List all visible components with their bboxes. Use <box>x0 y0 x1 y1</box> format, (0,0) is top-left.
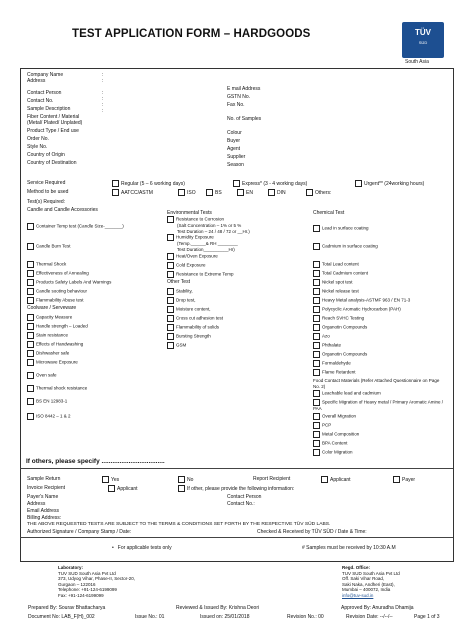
checkbox[interactable] <box>167 333 174 340</box>
list-item[interactable]: Overall Migration <box>313 413 449 420</box>
checkbox[interactable] <box>27 223 34 230</box>
doc-no: Document No: LAB_F(H)_002 <box>28 614 95 620</box>
invoice-other[interactable]: If other, please provide the following information: <box>178 485 294 492</box>
report-payer[interactable]: Payer <box>393 476 415 483</box>
contact-fields <box>227 494 261 507</box>
list-item[interactable]: Cold Exposure <box>167 262 250 269</box>
field-style: Style No. <box>27 144 48 150</box>
checkbox[interactable] <box>27 398 34 405</box>
list-item[interactable]: Resistance to Extreme Temp <box>167 271 250 278</box>
list-item[interactable]: Cadmium in surface coating <box>313 243 449 250</box>
list-item[interactable]: Capacity Measure <box>27 314 124 321</box>
payer-address: Address <box>27 501 46 507</box>
col3-heading: Chemical Test <box>313 210 345 216</box>
method-en[interactable]: EN <box>237 189 253 196</box>
list-item[interactable]: Heat/Oven Exposure <box>167 253 250 260</box>
list-item[interactable]: Total Lead content <box>313 261 449 268</box>
checkbox[interactable] <box>313 279 320 286</box>
checkbox[interactable] <box>313 225 320 232</box>
checkbox[interactable] <box>313 315 320 322</box>
list-item[interactable]: Effects of Handwashing <box>27 341 124 348</box>
invoice-applicant[interactable]: Applicant <box>108 485 138 492</box>
checkbox[interactable] <box>355 180 362 187</box>
checkbox[interactable] <box>27 372 34 379</box>
list-item[interactable]: Stability, <box>167 288 250 295</box>
field-buyer: Buyer <box>227 138 241 144</box>
checkbox[interactable] <box>167 306 174 313</box>
method-others[interactable]: Others: <box>306 189 331 196</box>
list-item[interactable]: Metal Composition <box>313 431 449 438</box>
note-right: # Samples must be received by 10:30 A.M <box>302 545 396 551</box>
revision-no: Revision No.: 00 <box>287 614 324 620</box>
col1-list <box>27 223 124 420</box>
logo-caption: South Asia <box>405 59 429 65</box>
checkbox[interactable] <box>108 485 115 492</box>
payer-billing: Billing Address: <box>27 515 62 521</box>
field-origin: Country of Origin <box>27 152 65 158</box>
right-fields <box>227 86 261 168</box>
list-item[interactable]: Bursting Strength <box>167 333 250 340</box>
contact-no: Contact No.: <box>227 501 255 507</box>
logo-sub: SÜD <box>418 40 428 45</box>
field-gstn: GSTN No. <box>227 94 251 100</box>
field-address: Address <box>27 78 46 84</box>
checkbox[interactable] <box>313 288 320 295</box>
list-item[interactable]: Candle sooting behaviour <box>27 288 124 295</box>
checkbox[interactable] <box>313 324 320 331</box>
list-item[interactable]: Thermal shock resistance <box>27 385 124 392</box>
list-item[interactable]: Oven safe <box>27 372 124 379</box>
checkbox[interactable] <box>313 261 320 268</box>
service-regular[interactable]: Regular (5 – 6 working days) <box>112 180 185 187</box>
checkbox[interactable] <box>321 476 328 483</box>
checked-label: Checked & Received by TÜV SÜD / Date & Time: <box>257 529 367 535</box>
field-metal: (Metal/ Plated/ Unplated) <box>27 120 83 126</box>
checkbox[interactable] <box>27 332 34 339</box>
report-applicant[interactable]: Applicant <box>321 476 351 483</box>
field-fax: Fax No. <box>227 102 245 108</box>
list-item[interactable]: Handle strength – Loaded <box>27 323 124 330</box>
approved-by: Approved By: Anuradha Dhamija <box>341 605 414 611</box>
checkbox[interactable] <box>306 189 313 196</box>
list-item[interactable]: Stain resistance <box>27 332 124 339</box>
report-label: Report Recipient <box>253 476 291 482</box>
list-item[interactable]: Flammability of solids <box>167 324 250 331</box>
checkbox[interactable] <box>178 476 185 483</box>
office-email[interactable]: info@tuv-sud.in <box>342 592 374 598</box>
list-item[interactable]: Lead in surface coating <box>313 225 449 232</box>
checkbox[interactable] <box>237 189 244 196</box>
return-yes[interactable]: Yes <box>102 476 119 483</box>
return-no[interactable]: No <box>178 476 193 483</box>
col2-list <box>167 216 250 349</box>
checkbox[interactable] <box>167 342 174 349</box>
office-address: Regd. Office: TUV SUD South Asia Pvt Ltd Off. Saki Vihar Road, Saki Naka, Andheri (East), Mumbai – 400072, India info@tuv-sud.in <box>342 565 400 598</box>
checkbox[interactable] <box>393 476 400 483</box>
left-colons: : : : : : : <box>102 72 104 114</box>
list-item[interactable]: Nickel spot test <box>313 279 449 286</box>
page-number: Page 1 of 3 <box>414 614 440 620</box>
list-item[interactable]: Specific Migration of Heavy metal / Primary Aromatic Amine / PAA <box>313 399 444 411</box>
list-item[interactable]: Organotin Compounds <box>313 351 449 358</box>
checkbox[interactable] <box>27 279 34 286</box>
tests-label: Test(s) Required: <box>27 199 66 205</box>
food-contact-note: Food Contact Materials (Refer Attached Questionnaire on Page No. 2) <box>313 378 440 389</box>
checkbox[interactable] <box>27 385 34 392</box>
list-item[interactable]: Formaldehyde <box>313 360 449 367</box>
method-iso[interactable]: ISO <box>178 189 196 196</box>
field-destination: Country of Destination <box>27 160 77 166</box>
payer-email: Email Address <box>27 508 59 514</box>
list-item[interactable]: ISO 8442 – 1 & 2 <box>27 413 124 420</box>
field-season: Season <box>227 162 244 168</box>
field-email: E mail Address <box>227 86 261 92</box>
payer-fields <box>27 494 61 521</box>
field-colour: Colour <box>227 130 242 136</box>
checkbox[interactable] <box>313 440 320 447</box>
list-item[interactable]: PCP <box>313 422 449 429</box>
field-sample-desc: Sample Description <box>27 106 71 112</box>
field-company: Company Name <box>27 72 64 78</box>
form-title: TEST APPLICATION FORM – HARDGOODS <box>72 28 311 40</box>
list-item[interactable]: Phthalate <box>313 342 449 349</box>
checkbox[interactable] <box>167 271 174 278</box>
checkbox[interactable] <box>27 261 34 268</box>
issued-on: Issued on: 25/01/2018 <box>200 614 250 620</box>
field-order: Order No. <box>27 136 49 142</box>
others-specify[interactable]: If others, please specify ................................... <box>26 458 165 465</box>
note-left: • For applicable tests only <box>112 545 172 551</box>
list-item[interactable]: Flame Retardent <box>313 369 449 376</box>
checkbox[interactable] <box>27 270 34 277</box>
checkbox[interactable] <box>233 180 240 187</box>
list-item[interactable]: Flammability Abuse test <box>27 297 124 304</box>
method-label: Method to be used <box>27 189 69 195</box>
service-urgent[interactable]: Urgent** (24working hours) <box>355 180 424 187</box>
checkbox[interactable] <box>313 297 320 304</box>
payer-name: Payer's Name <box>27 494 59 500</box>
checkbox[interactable] <box>27 341 34 348</box>
lab-address: Laboratory: TUV SUD South Asia Pvt Ltd 373, Udyog Vihar, Phase-II, Sector-20, Gurgaon – 122016 Telephone: +91-124-6199099 Fax: +91-124-6199099 <box>58 565 135 598</box>
checkbox[interactable] <box>27 243 34 250</box>
return-label: Sample Return <box>27 476 61 482</box>
checkbox[interactable] <box>27 297 34 304</box>
checkbox[interactable] <box>313 431 320 438</box>
list-item[interactable]: Container Temp test (Candle Size-_______) <box>27 223 124 230</box>
list-item[interactable]: Humidity Exposure <box>167 234 250 241</box>
list-item[interactable]: GSM <box>167 342 250 349</box>
checkbox[interactable] <box>27 350 34 357</box>
list-item[interactable]: Drop test, <box>167 297 250 304</box>
checkbox[interactable] <box>178 485 185 492</box>
list-item[interactable]: Azo <box>313 333 449 340</box>
checkbox[interactable] <box>313 342 320 349</box>
checkbox[interactable] <box>102 476 109 483</box>
checkbox[interactable] <box>313 390 320 397</box>
col3-list <box>313 225 449 456</box>
checkbox[interactable] <box>167 234 174 241</box>
checkbox[interactable] <box>167 297 174 304</box>
checkbox[interactable] <box>167 315 174 322</box>
logo-text: TÜV <box>415 28 431 37</box>
method-aatcc[interactable]: AATCC/ASTM <box>112 189 153 196</box>
checkbox[interactable] <box>27 314 34 321</box>
checkbox[interactable] <box>313 360 320 367</box>
revision-date: Revision Date: --/--/-- <box>346 614 393 620</box>
signature-label: Authorized Signature / Company Stamp / Date: <box>27 529 132 535</box>
list-item[interactable]: Products Safety Labels And Warnings <box>27 279 124 286</box>
issue-no: Issue No.: 01 <box>135 614 165 620</box>
list-item[interactable]: Leachable lead and cadmium <box>313 390 449 397</box>
checkbox[interactable] <box>167 262 174 269</box>
list-item[interactable]: BPA Content <box>313 440 449 447</box>
checkbox[interactable] <box>206 189 213 196</box>
col1-heading: Candle and Candle Accessories <box>27 207 98 213</box>
list-item[interactable]: Heavy Metal analysis-ASTMF 963 / EN 71-3 <box>313 297 449 304</box>
field-product-type: Product Type / End use <box>27 128 79 134</box>
checkbox[interactable] <box>313 369 320 376</box>
list-item[interactable]: Dishwasher safe <box>27 350 124 357</box>
checkbox[interactable] <box>313 399 320 406</box>
col2-subheading: Other Test <box>167 279 190 285</box>
list-item[interactable]: Candle Burn Test <box>27 243 124 250</box>
list-item[interactable]: Nickel release test <box>313 288 449 295</box>
checkbox[interactable] <box>313 449 320 456</box>
disclaimer: THE ABOVE REQUESTED TESTS ARE SUBJECT TO THE TERMS & CONDITIONS SET FORTH BY THE RESPECTIVE TÜV SÜD LABS. <box>27 522 331 527</box>
list-item[interactable]: Microwave Exposure <box>27 359 124 366</box>
list-item[interactable]: BS EN 12983-1 <box>27 398 124 405</box>
list-item[interactable]: Color Migration <box>313 449 449 456</box>
list-item[interactable]: Polycyclic Aromatic Hydrocarbon (PAH) <box>313 306 449 313</box>
checkbox[interactable] <box>167 288 174 295</box>
checkbox[interactable] <box>167 253 174 260</box>
list-item[interactable]: Resistance to Corrosion <box>167 216 250 223</box>
checkbox[interactable] <box>112 180 119 187</box>
list-item[interactable]: Organotin Compounds <box>313 324 449 331</box>
list-item[interactable]: Effectiveness of Annealing <box>27 270 124 277</box>
service-express[interactable]: Express* (3 - 4 working days) <box>233 180 307 187</box>
checkbox[interactable] <box>313 333 320 340</box>
list-note: Test Duration__________Hr) <box>177 246 235 252</box>
field-supplier: Supplier <box>227 154 246 160</box>
checkbox[interactable] <box>167 324 174 331</box>
col2-heading: Environmental Tests <box>167 210 212 216</box>
contact-person: Contact Person <box>227 494 262 500</box>
list-item[interactable]: Cross cut adhesion test <box>167 315 250 322</box>
checkbox[interactable] <box>27 359 34 366</box>
list-note: Test Duration – 24 / 48 / 72 or __Hr.) <box>177 228 250 234</box>
field-contact-no: Contact No. <box>27 98 54 104</box>
field-agent: Agent <box>227 146 241 152</box>
tuv-logo <box>402 22 444 58</box>
field-contact-person: Contact Person <box>27 90 62 96</box>
invoice-label: Invoice Recipient <box>27 485 66 491</box>
prepared-by: Prepared By: Sourav Bhattacharya <box>28 605 106 611</box>
divider <box>20 537 453 538</box>
field-fiber: Fiber Content / Material <box>27 114 80 120</box>
divider <box>20 468 453 469</box>
col1-subheading: Coolware / Serveware <box>27 305 77 311</box>
checkbox[interactable] <box>313 243 320 250</box>
list-note: (Temp.______& RH ________ <box>177 241 238 246</box>
checkbox[interactable] <box>313 306 320 313</box>
checkbox[interactable] <box>112 189 119 196</box>
checkbox[interactable] <box>313 422 320 429</box>
list-item[interactable]: Thermal Shock <box>27 261 124 268</box>
list-item[interactable]: Reach SVHC Testing <box>313 315 449 322</box>
checkbox[interactable] <box>313 270 320 277</box>
list-item[interactable]: Moisture content, <box>167 306 250 313</box>
reviewed-by: Reviewed & Issued By: Krishna Deori <box>176 605 260 611</box>
checkbox[interactable] <box>313 351 320 358</box>
field-samples: No. of Samples <box>227 116 262 122</box>
checkbox[interactable] <box>27 288 34 295</box>
method-din[interactable]: DIN <box>268 189 286 196</box>
list-item[interactable]: Total Cadmium content <box>313 270 449 277</box>
checkbox[interactable] <box>268 189 275 196</box>
checkbox[interactable] <box>167 216 174 223</box>
service-label: Service Required <box>27 180 66 186</box>
left-fields <box>27 72 82 166</box>
checkbox[interactable] <box>178 189 185 196</box>
list-note: (Salt Concentration – 1% or 5 % <box>177 223 242 228</box>
method-bs[interactable]: BS <box>206 189 222 196</box>
checkbox[interactable] <box>27 413 34 420</box>
checkbox[interactable] <box>313 413 320 420</box>
checkbox[interactable] <box>27 323 34 330</box>
